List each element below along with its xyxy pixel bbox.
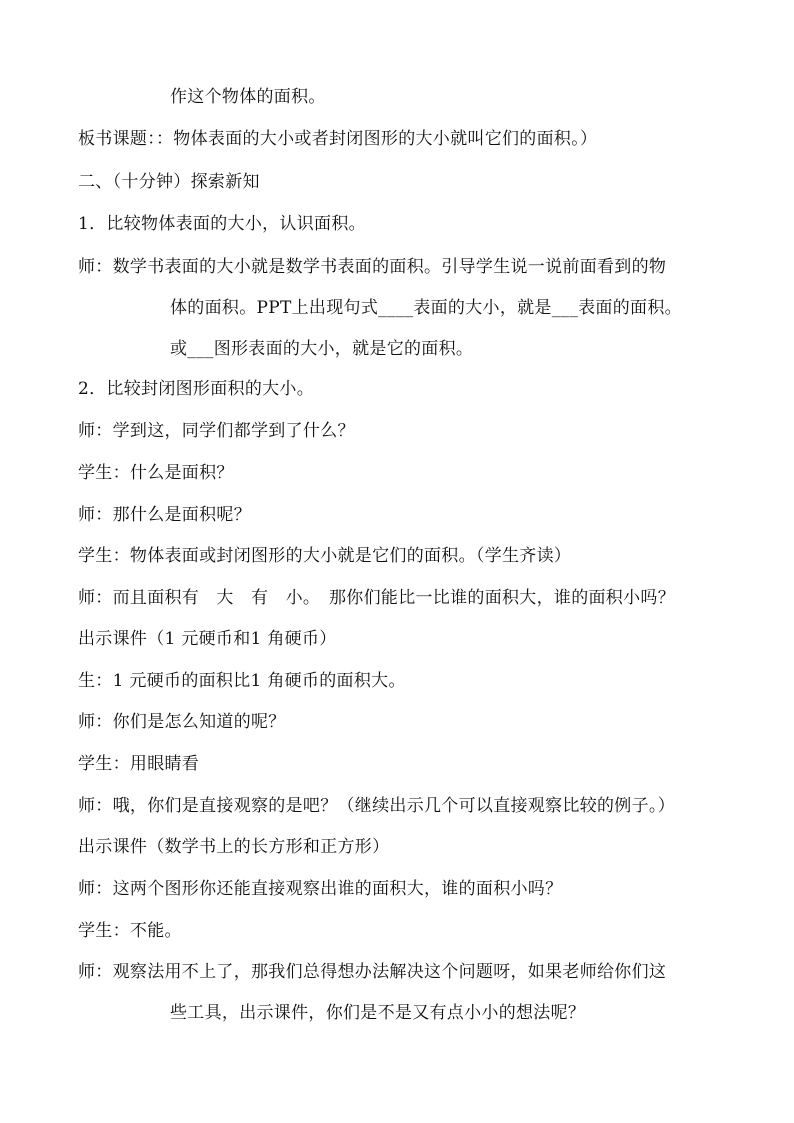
text-line-teacher-4: 师：而且面积有 大 有 小。 那你们能比一比谁的面积大，谁的面积小吗？ [78, 588, 675, 608]
text-line-show-coins: 出示课件（1 元硬币和1 角硬币） [78, 629, 337, 649]
subheading-compare-closed-shapes: 2．比较封闭图形面积的大小。 [78, 379, 315, 399]
text-line-teacher-3: 师：那什么是面积呢？ [78, 505, 251, 525]
text-line-teacher-6: 师：哦，你们是直接观察的是吧？（继续出示几个可以直接观察比较的例子。） [78, 796, 675, 816]
section-heading-explore: 二、（十分钟）探索新知 [78, 172, 260, 192]
text-line-student-1: 学生：什么是面积？ [78, 463, 234, 483]
text-line-teacher-2: 师：学到这，同学们都学到了什么？ [78, 421, 355, 441]
text-line-teacher-1: 师：数学书表面的大小就是数学书表面的面积。引导学生说一说前面看到的物 [78, 257, 667, 277]
subheading-compare-surface: 1．比较物体表面的大小，认识面积。 [78, 214, 366, 234]
text-line-teacher-8-cont: 些工具，出示课件，你们是不是又有点小小的想法呢？ [170, 1003, 586, 1023]
text-line-student-2: 学生：物体表面或封闭图形的大小就是它们的面积。（学生齐读） [78, 546, 572, 566]
text-line-continuation: 作这个物体的面积。 [170, 87, 326, 107]
text-line-teacher-1-cont: 体的面积。PPT上出现句式____表面的大小，就是___表面的面积。 [170, 298, 682, 318]
text-line-student-5: 学生：不能。 [78, 921, 182, 941]
text-line-teacher-8: 师：观察法用不上了，那我们总得想办法解决这个问题呀，如果老师给你们这 [78, 962, 667, 982]
text-line-board-title: 板书课题：：物体表面的大小或者封闭图形的大小就叫它们的面积。） [78, 129, 598, 149]
text-line-teacher-1-cont-2: 或___图形表面的大小，就是它的面积。 [170, 339, 474, 359]
text-line-student-4: 学生：用眼睛看 [78, 754, 200, 774]
text-line-student-3: 生：1 元硬币的面积比1 角硬币的面积大。 [78, 671, 406, 691]
text-line-teacher-5: 师：你们是怎么知道的呢？ [78, 712, 286, 732]
text-line-show-shapes: 出示课件（数学书上的长方形和正方形） [78, 837, 390, 857]
text-line-teacher-7: 师：这两个图形你还能直接观察出谁的面积大，谁的面积小吗？ [78, 879, 563, 899]
